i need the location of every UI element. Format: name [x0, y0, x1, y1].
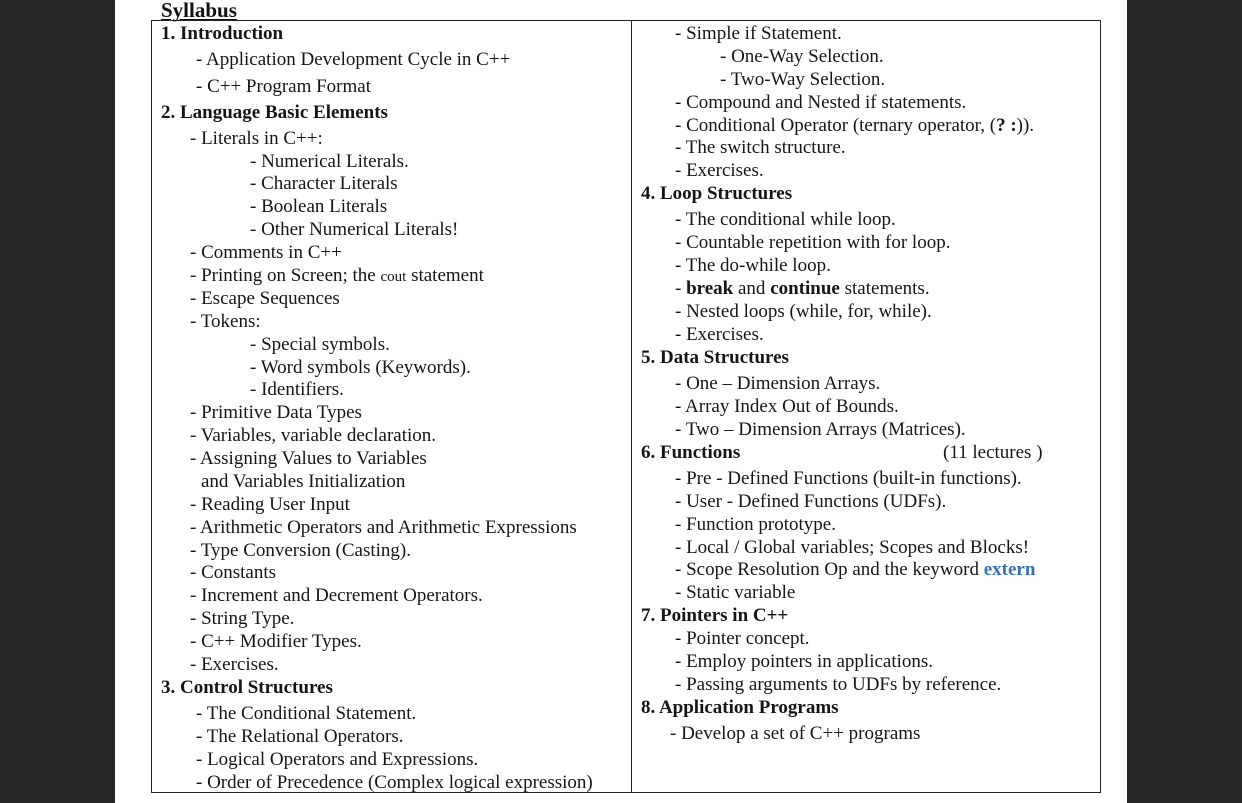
section-pointers: 7. Pointers in C++ — [641, 605, 789, 626]
list-item: - One – Dimension Arrays. — [675, 373, 881, 394]
list-item: - Pre - Defined Functions (built-in functions). — [675, 468, 1022, 489]
extern-keyword: extern — [983, 559, 1036, 580]
list-item: - Scope Resolution Op and the keyword extern — [675, 559, 1036, 580]
list-item: - The Relational Operators. — [196, 726, 404, 747]
list-item: - Nested loops (while, for, while). — [675, 301, 932, 322]
list-item: - Passing arguments to UDFs by reference. — [675, 674, 1002, 695]
list-item: - The conditional while loop. — [675, 209, 896, 230]
list-item: - The do-while loop. — [675, 255, 831, 276]
list-item: - Identifiers. — [250, 379, 344, 400]
list-item: - Literals in C++: — [190, 128, 323, 149]
list-item: - Type Conversion (Casting). — [190, 540, 412, 561]
list-item: - Application Development Cycle in C++ — [196, 49, 511, 70]
list-item: - Function prototype. — [675, 514, 836, 535]
list-item: - Escape Sequences — [190, 288, 340, 309]
list-item: - Static variable — [675, 582, 796, 603]
list-item: - The Conditional Statement. — [196, 703, 417, 724]
list-item: - Variables, variable declaration. — [190, 425, 437, 446]
list-item: - Primitive Data Types — [190, 402, 362, 423]
list-item: - Special symbols. — [250, 334, 390, 355]
list-item: - Countable repetition with for loop. — [675, 232, 951, 253]
list-item: - Other Numerical Literals! — [250, 219, 459, 240]
list-item: - Comments in C++ — [190, 242, 342, 263]
list-item: - Numerical Literals. — [250, 151, 409, 172]
list-item: - Pointer concept. — [675, 628, 810, 649]
section-loop-structures: 4. Loop Structures — [641, 183, 793, 204]
list-item: - Tokens: — [190, 311, 261, 332]
list-item: - Exercises. — [190, 654, 279, 675]
list-item: - One-Way Selection. — [720, 46, 884, 67]
section-language-basics: 2. Language Basic Elements — [161, 102, 388, 123]
list-item: - Constants — [190, 562, 277, 583]
list-item: - Two-Way Selection. — [720, 69, 886, 90]
list-item: - Conditional Operator (ternary operator, (? :)). — [675, 115, 1035, 136]
list-item: - C++ Program Format — [196, 76, 371, 97]
list-item: - Two – Dimension Arrays (Matrices). — [675, 419, 966, 440]
list-item: - Array Index Out of Bounds. — [675, 396, 899, 417]
list-item: - Boolean Literals — [250, 196, 388, 217]
list-item: - break and continue statements. — [675, 278, 930, 299]
list-item: - C++ Modifier Types. — [190, 631, 362, 652]
list-item: - Order of Precedence (Complex logical expression) — [196, 772, 593, 793]
syllabus-heading: Syllabus — [161, 0, 237, 22]
section-control-structures: 3. Control Structures — [161, 677, 333, 698]
list-item: - Employ pointers in applications. — [675, 651, 934, 672]
list-item: - Logical Operators and Expressions. — [196, 749, 479, 770]
list-item: - Assigning Values to Variables — [190, 448, 427, 469]
list-item: - String Type. — [190, 608, 295, 629]
list-item: - Printing on Screen; the cout statement — [190, 265, 484, 286]
list-item: - Simple if Statement. — [675, 23, 842, 44]
list-item: - Local / Global variables; Scopes and Blocks! — [675, 537, 1030, 558]
list-item: - The switch structure. — [675, 137, 846, 158]
column-divider — [631, 20, 632, 793]
list-item: - User - Defined Functions (UDFs). — [675, 491, 947, 512]
list-item: - Arithmetic Operators and Arithmetic Expressions — [190, 517, 577, 538]
list-item: - Word symbols (Keywords). — [250, 357, 471, 378]
section-data-structures: 5. Data Structures — [641, 347, 789, 368]
list-item: - Character Literals — [250, 173, 398, 194]
lectures-count: (11 lectures ) — [943, 442, 1043, 463]
list-item: - Increment and Decrement Operators. — [190, 585, 483, 606]
list-item: - Exercises. — [675, 324, 764, 345]
section-functions: 6. Functions — [641, 442, 741, 463]
section-introduction: 1. Introduction — [161, 23, 284, 44]
list-item: - Exercises. — [675, 160, 764, 181]
list-item: and Variables Initialization — [201, 471, 406, 492]
list-item: - Compound and Nested if statements. — [675, 92, 967, 113]
list-item: - Develop a set of C++ programs — [670, 723, 921, 744]
list-item: - Reading User Input — [190, 494, 350, 515]
section-application-programs: 8. Application Programs — [641, 697, 839, 718]
